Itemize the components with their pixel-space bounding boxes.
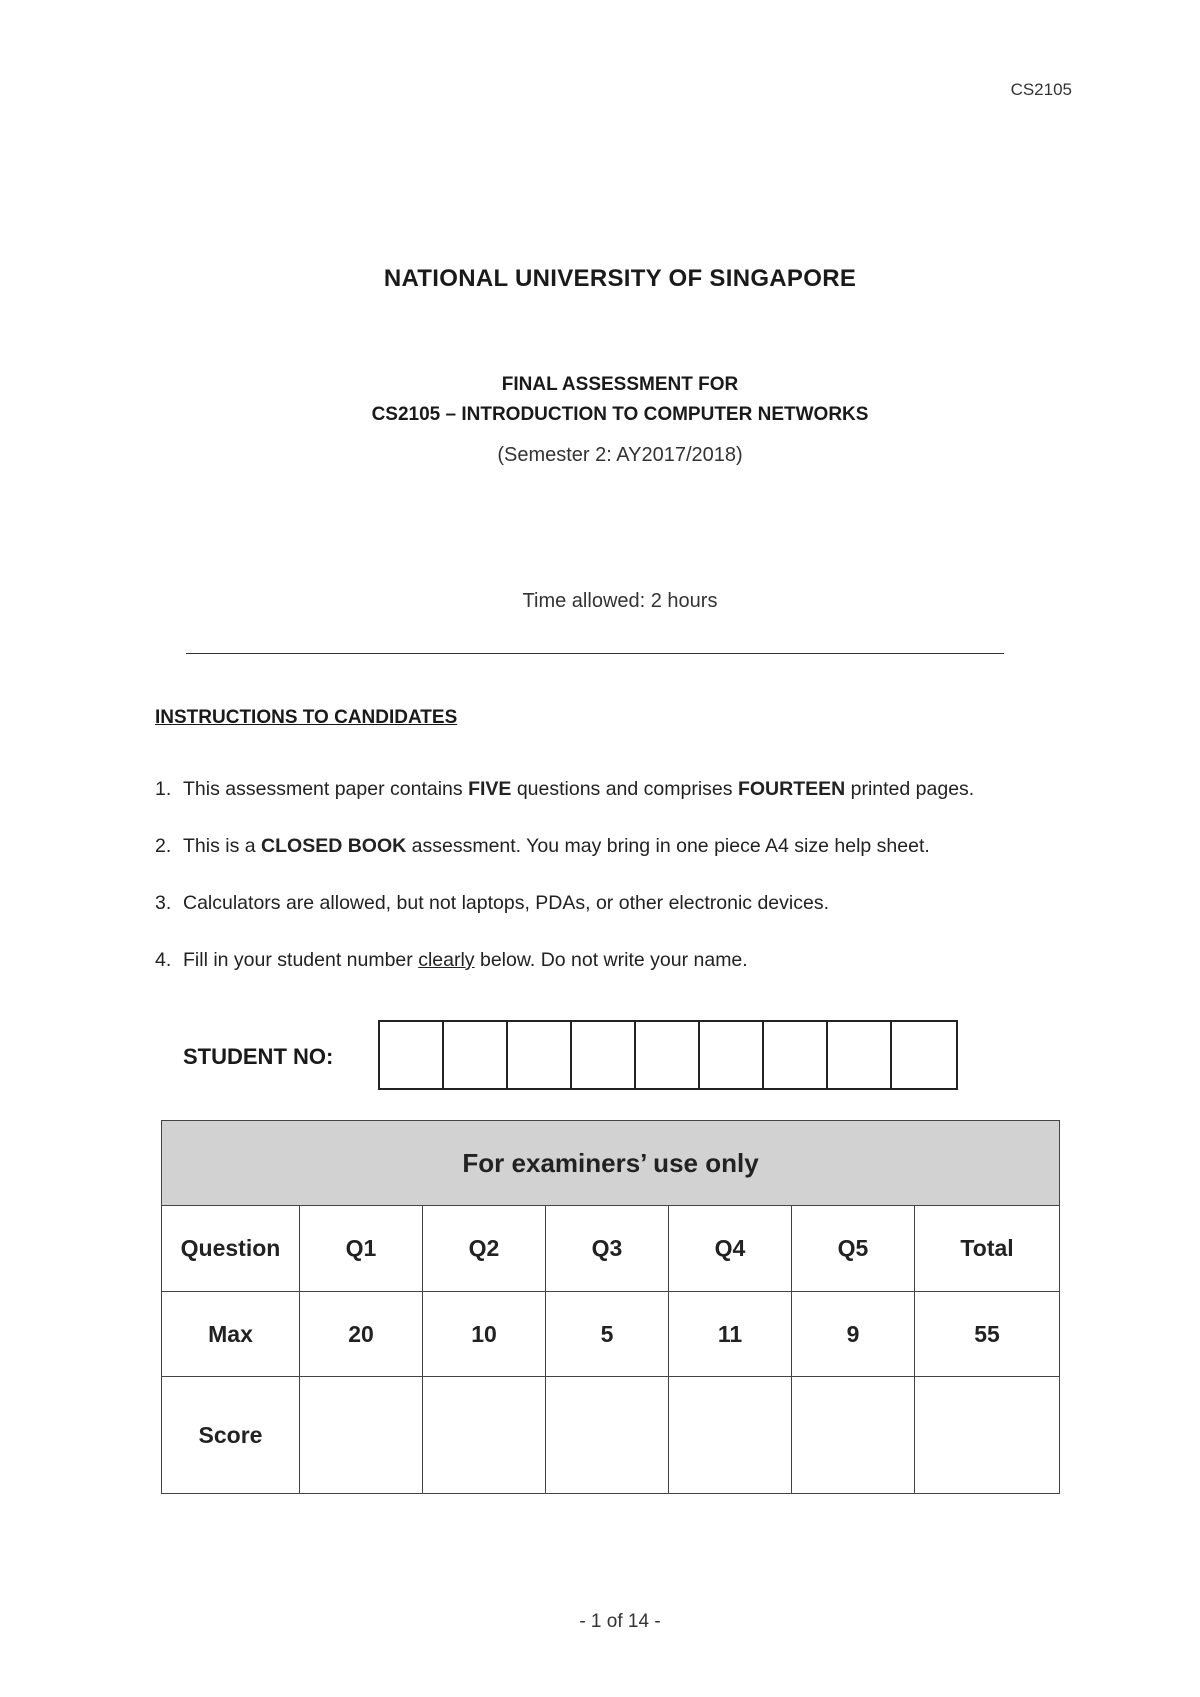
page-number: - 1 of 14 - xyxy=(579,1611,661,1632)
examiner-table xyxy=(161,1120,1060,1494)
student-number-box[interactable] xyxy=(508,1022,572,1088)
instruction-item xyxy=(155,778,1075,835)
instruction-text: This is a CLOSED BOOK assessment. You may bring in one piece A4 size help sheet. xyxy=(183,835,930,857)
score-cell[interactable] xyxy=(669,1377,792,1494)
table-cell: 55 xyxy=(915,1292,1060,1377)
score-cell[interactable] xyxy=(915,1377,1060,1494)
score-cell[interactable] xyxy=(546,1377,669,1494)
score-cell[interactable] xyxy=(300,1377,423,1494)
table-cell: 9 xyxy=(792,1292,915,1377)
student-number-box[interactable] xyxy=(572,1022,636,1088)
table-cell: Q1 xyxy=(300,1206,423,1292)
instructions-heading: INSTRUCTIONS TO CANDIDATES xyxy=(155,707,458,728)
score-cell[interactable] xyxy=(792,1377,915,1494)
divider xyxy=(186,653,1004,654)
student-number-box[interactable] xyxy=(892,1022,956,1088)
table-cell: Question xyxy=(162,1206,300,1292)
table-row-max xyxy=(162,1292,1060,1377)
table-cell: Q4 xyxy=(669,1206,792,1292)
table-cell: 5 xyxy=(546,1292,669,1377)
time-allowed: Time allowed: 2 hours xyxy=(522,590,718,612)
student-number-boxes xyxy=(378,1020,958,1090)
student-number-box[interactable] xyxy=(636,1022,700,1088)
instruction-text: Calculators are allowed, but not laptops, PDAs, or other electronic devices. xyxy=(183,892,829,914)
student-number-box[interactable] xyxy=(764,1022,828,1088)
assessment-title: FINAL ASSESSMENT FOR xyxy=(501,374,739,395)
course-code: CS2105 xyxy=(1010,80,1072,99)
instruction-item xyxy=(155,949,1075,1006)
semester: (Semester 2: AY2017/2018) xyxy=(497,444,743,466)
instruction-number: 1. xyxy=(155,778,172,800)
student-number-box[interactable] xyxy=(700,1022,764,1088)
university-name: NATIONAL UNIVERSITY OF SINGAPORE xyxy=(383,265,857,292)
instruction-number: 4. xyxy=(155,949,172,971)
instruction-number: 2. xyxy=(155,835,172,857)
table-cell: Total xyxy=(915,1206,1060,1292)
table-row-question xyxy=(162,1206,1060,1292)
course-title: CS2105 – INTRODUCTION TO COMPUTER NETWORKS xyxy=(371,404,869,425)
table-cell: Q5 xyxy=(792,1206,915,1292)
table-cell: 10 xyxy=(423,1292,546,1377)
table-cell: Q2 xyxy=(423,1206,546,1292)
examiner-table-header: For examiners’ use only xyxy=(162,1121,1060,1206)
instructions-list xyxy=(155,778,1075,1006)
instruction-number: 3. xyxy=(155,892,172,914)
instruction-item xyxy=(155,835,1075,892)
student-number-box[interactable] xyxy=(444,1022,508,1088)
instruction-text: Fill in your student number clearly below. Do not write your name. xyxy=(183,949,748,971)
table-cell: 11 xyxy=(669,1292,792,1377)
table-cell: Q3 xyxy=(546,1206,669,1292)
table-cell: Max xyxy=(162,1292,300,1377)
student-number-label: STUDENT NO: xyxy=(183,1044,334,1069)
table-row-score xyxy=(162,1377,1060,1494)
student-number-box[interactable] xyxy=(828,1022,892,1088)
instruction-text: This assessment paper contains FIVE questions and comprises FOURTEEN printed pages. xyxy=(183,778,975,800)
score-cell[interactable] xyxy=(423,1377,546,1494)
instruction-item xyxy=(155,892,1075,949)
student-number-box[interactable] xyxy=(380,1022,444,1088)
table-cell: Score xyxy=(162,1377,300,1494)
table-cell: 20 xyxy=(300,1292,423,1377)
